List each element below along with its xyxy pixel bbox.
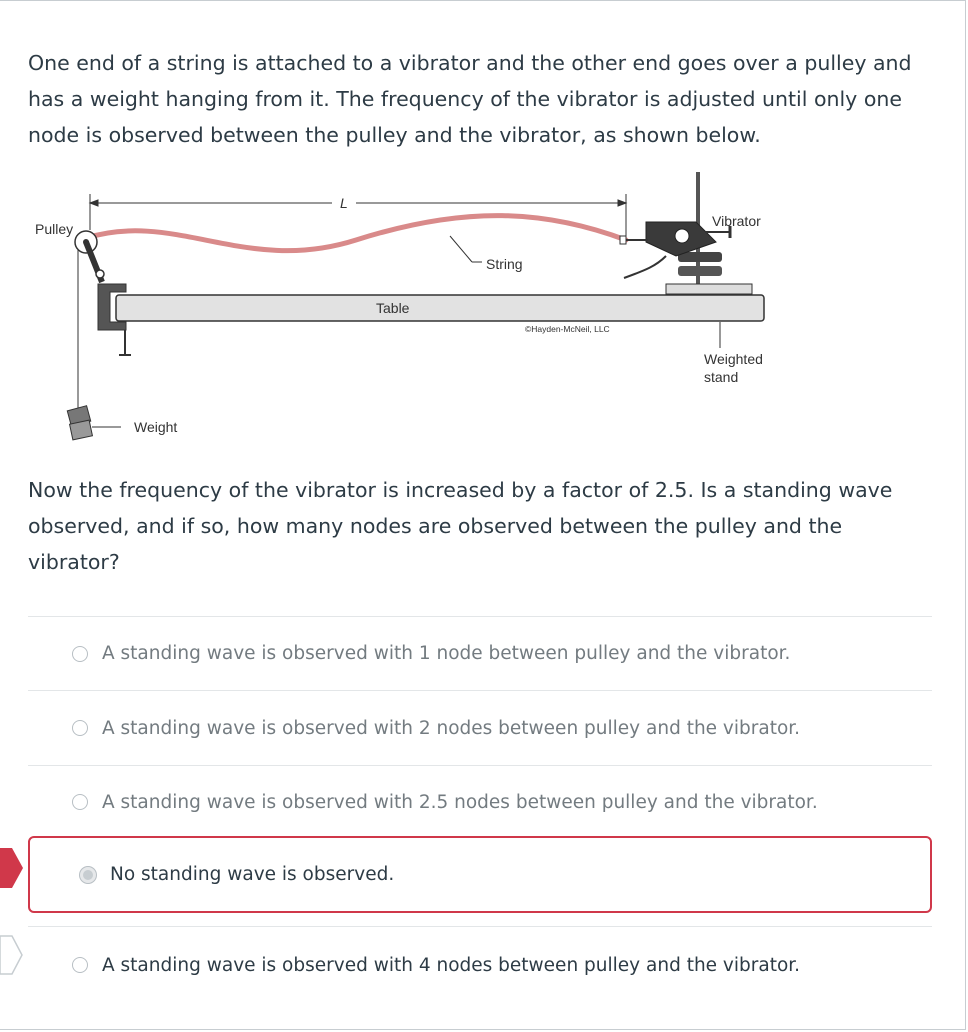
weighted-stand-label-line1: Weighted [704,351,763,367]
answer-label: No standing wave is observed. [110,864,395,885]
question-intro: One end of a string is attached to a vibrator and the other end goes over a pulley and has a weight hanging from it. The frequency of the vibrator is adjusted until only one node is observed between the pulley and the vibrator, as shown below. [28,51,912,147]
standing-wave-figure [26,170,786,460]
answer-label: A standing wave is observed with 4 nodes between pulley and the vibrator. [102,954,801,976]
hanging-weight [67,406,121,440]
string-pointer [450,236,472,262]
pulley-label: Pulley [35,221,74,237]
table-board [116,295,764,321]
pulley-assembly [75,231,131,355]
answer-option-5[interactable] [28,927,932,1003]
radio-button[interactable] [72,646,88,662]
weight-label: Weight [134,419,178,435]
answer-label: A standing wave is observed with 1 node between pulley and the vibrator. [102,643,791,664]
question-prompt: Now the frequency of the vibrator is increased by a factor of 2.5. Is a standing wave observed, and if so, how many nodes are observed between the pulley and the vibrator? [28,478,893,574]
answer-option-3[interactable] [28,766,932,838]
correct-answer-arrow-icon [0,935,24,975]
string-label: String [486,256,523,272]
radio-button[interactable] [72,794,88,810]
weighted-stand-label-line2: stand [704,369,739,385]
length-label: L [340,195,348,211]
answer-label: A standing wave is observed with 2 nodes between pulley and the vibrator. [102,717,801,739]
vibrator-label: Vibrator [712,213,761,229]
radio-button[interactable] [72,957,88,973]
answer-label: A standing wave is observed with 2.5 nodes between pulley and the vibrator. [102,791,818,813]
table-label: Table [376,300,410,316]
apparatus-diagram [26,170,786,460]
answer-option-1[interactable] [28,617,932,690]
credit-label: ©Hayden-McNeil, LLC [525,324,610,334]
answer-option-4[interactable] [28,836,932,913]
vibrating-string [86,216,626,251]
length-dimension-arrow [90,194,626,236]
radio-button-selected[interactable] [80,867,96,883]
incorrect-answer-arrow-icon [0,848,24,888]
radio-button[interactable] [72,720,88,736]
answer-option-2[interactable] [28,691,932,765]
